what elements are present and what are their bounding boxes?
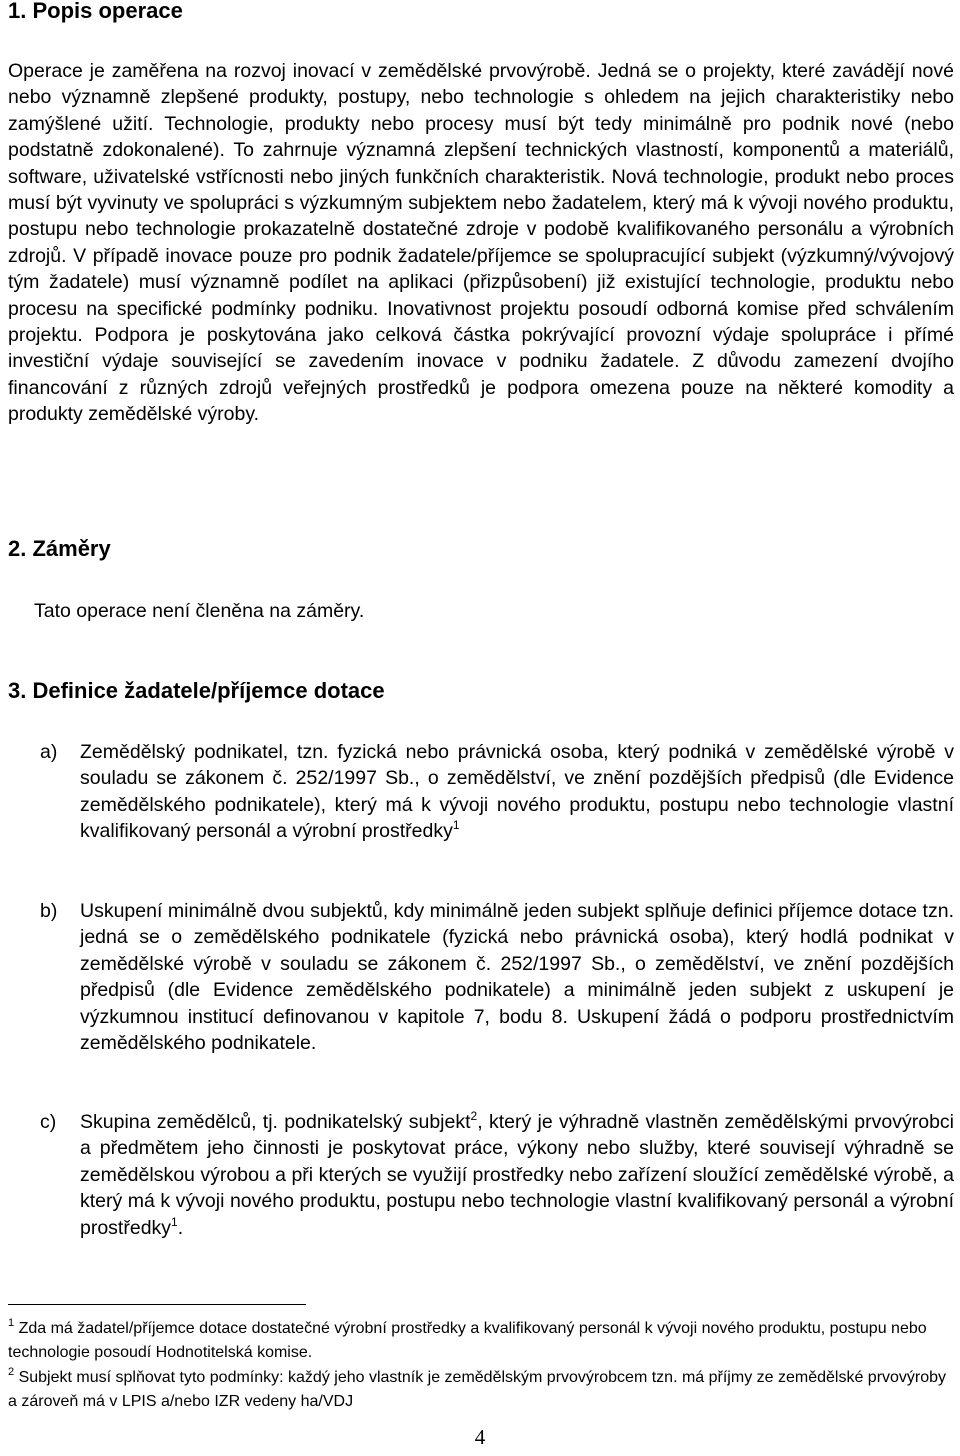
list-item-marker: c)	[40, 1111, 57, 1133]
list-item-text: Uskupení minimálně dvou subjektů, kdy minimálně jeden subjekt splňuje definici příjemce dotace tzn. jedná se o zemědělského podnikatele (fyzická nebo právnická osoba), který hodlá podnikat v zemědělské výrobě v souladu se zákonem č. 252/1997 Sb., o zemědělství, ve znění pozdějších předpisů (dle Evidence zemědělského podnikatele) a minimálně jeden subjekt z uskupení je výzkumnou institucí definovanou v kapitole 7, bodu 8. Uskupení žádá o podporu prostřednictvím zemědělského podnikatele.	[80, 900, 954, 1055]
section-title-definice-zadatele: 3. Definice žadatele/příjemce dotace	[8, 678, 385, 703]
footnote-2: $^2$ Subjekt musí splňovat tyto podmínky: každý jeho vlastník je zemědělským prvovýrobcem tzn. má příjmy ze zemědělské prvovýroby a zároveň má v LPIS a/nebo IZR vedeny ha/VDJ	[8, 1366, 947, 1410]
list-item-a	[8, 739, 954, 845]
list-item-marker: b)	[40, 900, 58, 922]
list-item-b	[8, 898, 954, 1056]
footnote-separator	[8, 1304, 306, 1305]
list-item-marker: a)	[40, 741, 58, 763]
footnote-reference: 2	[470, 1109, 478, 1123]
footnote-mark: 2	[8, 1366, 15, 1378]
list-item-text: Zemědělský podnikatel, tzn. fyzická nebo právnická osoba, který podniká v zemědělské výrobě v souladu se zákonem č. 252/1997 Sb., o zemědělství, ve znění pozdějších předpisů (dle Evidence zemědělského podnikatele), který má k vývoji nového produktu, postupu nebo technologie vlastní kvalifikovaný personál a výrobní prostředky$^1$	[80, 741, 954, 843]
list-item-c	[8, 1109, 954, 1241]
page-number: 4	[474, 1425, 486, 1449]
section-title-popis-operace: 1. Popis operace	[8, 0, 183, 23]
section-paragraph-zamery: Tato operace není členěna na záměry.	[34, 600, 365, 622]
footnote-reference: 1	[171, 1214, 178, 1229]
footnote-reference: 1	[452, 818, 460, 833]
list-item-text: Skupina zemědělců, tj. podnikatelský subjekt$^2$, který je výhradně vlastněn zemědělskými prvovýrobci a předmětem jeho činnosti je poskytovat práce, výkony nebo služby, které souvisejí výhradně se zemědělskou výrobou a při kterých se využijí prostředky nebo zařízení sloužící zemědělské výrobě, a který má k vývoji nového produktu, postupu nebo technologie vlastní kvalifikovaný personál a výrobní prostředky$^1$.	[80, 1109, 954, 1239]
footnote-mark: 1	[8, 1317, 15, 1329]
section-paragraph-popis-operace: Operace je zaměřena na rozvoj inovací v zemědělské prvovýrobě. Jedná se o projekty, které zavádějí nové nebo významně zlepšené produkty, postupy, nebo technologie s ohledem na jejich charakteristiky nebo zamýšlené užití. Technologie, produkty nebo procesy musí být tedy minimálně pro podnik nové (nebo podstatně zdokonalené). To zahrnuje významná zlepšení technických vlastností, komponentů a materiálů, software, uživatelské vstřícnosti nebo jiných funkčních charakteristik. Nová technologie, produkt nebo proces musí být vyvinuty ve spolupráci s výzkumným subjektem nebo žadatelem, který má k vývoji nového produktu, postupu nebo technologie prokazatelně dostatečné zdroje v podobě kvalifikovaného personálu a výrobních zdrojů. V případě inovace pouze pro podnik žadatele/příjemce se spolupracující subjekt (výzkumný/vývojový tým žadatele) musí významně podílet na aplikaci (přizpůsobení) již existující technologie, produktu nebo procesu na specifické podmínky podniku. Inovativnost projektu posoudí odborná komise před schválením projektu. Podpora je poskytována jako celková částka pokrývající provozní výdaje spolupráce i přímé investiční výdaje související se zavedením inovace v podniku žadatele. Z důvodu zamezení dvojího financování z různých zdrojů veřejných prostředků je podpora omezena pouze na některé komodity a produkty zemědělské výroby.	[8, 60, 954, 426]
section-title-zamery: 2. Záměry	[8, 536, 111, 561]
footnote-1: $^1$ Zda má žadatel/příjemce dotace dostatečné výrobní prostředky a kvalifikovaný personál k vývoji nového produktu, postupu nebo technologie posoudí Hodnotitelská komise.	[8, 1317, 927, 1361]
